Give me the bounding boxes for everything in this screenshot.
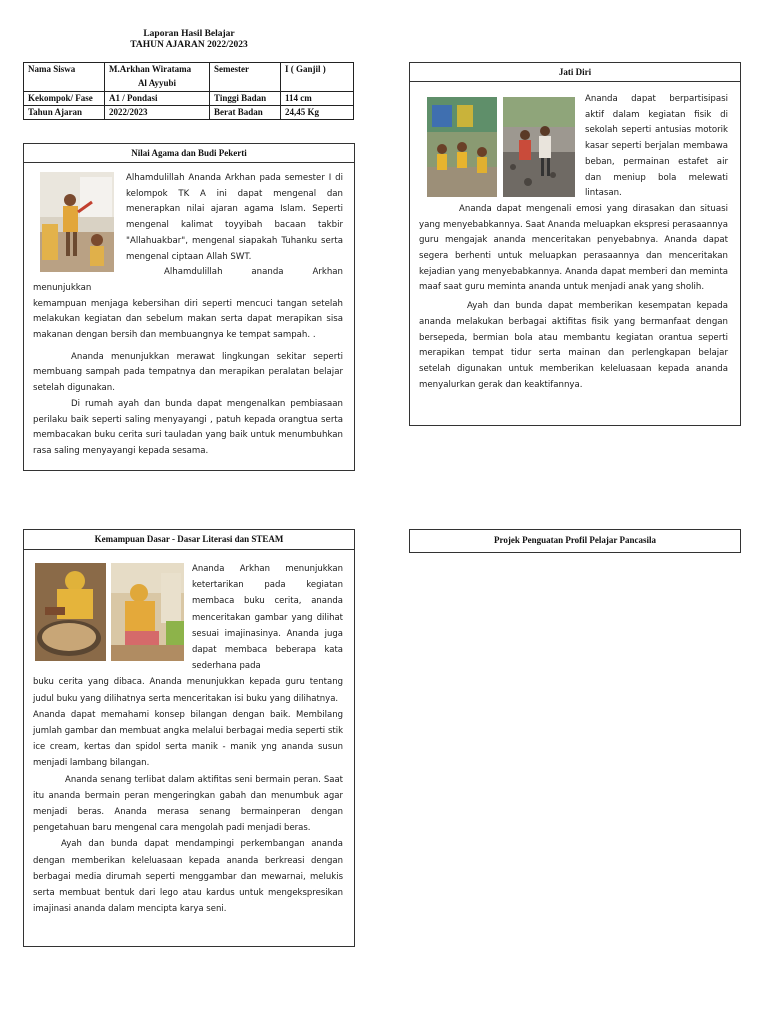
jati-diri-section: [409, 62, 741, 426]
tinggi-label: Tinggi Badan: [210, 92, 281, 106]
nama-value-line1: M.Arkhan Wiratama: [109, 64, 192, 74]
projek-title: Projek Penguatan Profil Pelajar Pancasila: [494, 535, 656, 545]
agama-para4: Di rumah ayah dan bunda dapat mengenalkan pembiasaan perilaku baik seperti saling menyayangi , patuh kepada orangtua serta membacakan buku cerita suri tauladan yang baik untuk menumbuhkan rasa saling menyayangi kepada sesama.: [33, 398, 343, 456]
agama-para3: Ananda menunjukkan merawat lingkungan sekitar seperti membuang sampah pada tempatnya dan merapikan peralatan belajar setelah digunakan.: [33, 351, 343, 394]
literasi-para2: Ananda dapat memahami konsep bilangan dengan baik. Membilang jumlah gambar dan membuat angka melalui berbagai media seperti stik ice cream, kertas dan spidol serta manik - manik yng ananda susun menjadi lambang bilangan.: [33, 709, 343, 769]
agama-para1: Alhamdulillah Ananda Arkhan pada semester I di kelompok TK A ini dapat mengenal dan menerapkan nilai ajaran agama Islam. Seperti mengenal kalimat toyyibah bacaan takbir "Allahuakbar", mengenal siapakah Tuhanku serta mengenal ciptaan Allah SWT.: [126, 173, 343, 262]
agama-section: [23, 143, 355, 471]
agama-text: [24, 163, 354, 460]
literasi-para1-rest: buku cerita yang dibaca. Ananda menunjukkan kepada guru tentang judul buku yang dilihatnya serta menceritakan isi buku yang dilihatnya.: [33, 677, 343, 704]
literasi-para1: Ananda Arkhan menunjukkan ketertarikan pada kegiatan membaca buku cerita, ananda menceritakan gambar yang dilihat sesuai imajinasinya. Ananda juga dapat membaca beberapa kata sederhana pada: [192, 564, 343, 672]
literasi-photo-1: [35, 563, 106, 661]
literasi-photos: [35, 563, 185, 661]
agama-photo: [40, 172, 114, 272]
tahun-label: Tahun Ajaran: [24, 106, 105, 120]
literasi-para4: Ayah dan bunda dapat mendampingi perkembangan ananda dengan memberikan keleluasaan kepada ananda berkreasi dengan berbagai media dirumah seperti menggambar dan mewarnai, melukis serta membuat bentuk dari lego atau kardus untuk mengekspresikan imajinasi ananda dalam mencipta karya seni.: [33, 839, 343, 915]
jati-diri-photo-1: [427, 97, 497, 197]
nama-value: [105, 63, 210, 92]
jati-diri-title: Jati Diri: [410, 63, 740, 82]
literasi-photo-2: [111, 563, 184, 661]
jati-diri-para1: Ananda dapat berpartisipasi aktif dalam kegiatan fisik di sekolah seperti antusias motorik kasar seperti berjalan membawa beban, permainan estafet air dan meniup bola melewati lintasan.: [585, 94, 728, 199]
literasi-text: [24, 550, 354, 917]
kelompok-label: Kekompok/ Fase: [24, 92, 105, 106]
jati-diri-para3: Ayah dan bunda dapat memberikan kesempatan kepada ananda melakukan berbagai aktifitas fisik yang bermanfaat dengan bersepeda, bermian bola atau membantu kegiatan orantua seperti merapikan tempat tidur serta mainan dan perlengkapan belajar setelah digunakan untuk memberikan keleluasaan kepada ananda menyalurkan gerak dan keaktifannya.: [419, 301, 728, 390]
jati-diri-photo-2: [503, 97, 575, 197]
literasi-section: [23, 529, 355, 947]
jati-diri-text: [410, 82, 740, 393]
report-year: TAHUN AJARAN 2022/2023: [130, 40, 248, 50]
tinggi-value: 114 cm: [281, 92, 354, 106]
jati-diri-para2: Ananda dapat mengenali emosi yang dirasakan dan situasi yang menyebabkannya. Saat Ananda meluapkan ekspresi perasaannya guru mengajak ananda menceritakan penyebabnya. Ananda dapat segera berhenti untuk meluapkan perasaannya dan menceritakan kejadian yang menyebabkannya. Ananda dapat memberi dan meminta maaf saat guru meminta ananda untuk menjadi anak yang sholih.: [419, 203, 728, 293]
projek-section: [409, 529, 741, 553]
agama-para2-wrap: Alhamdulillah ananda Arkhan menunjukkan: [33, 267, 343, 293]
nama-value-line2: Al Ayyubi: [137, 78, 177, 88]
tahun-value: 2022/2023: [105, 106, 210, 120]
literasi-title: Kemampuan Dasar - Dasar Literasi dan STEAM: [24, 530, 354, 550]
semester-value: I ( Ganjil ): [281, 63, 354, 92]
agama-para2-rest: kemampuan menjaga kebersihan diri seperti mencuci tangan setelah melakukan kegiatan dan sebelum makan serta dapat merapikan sisa makanan dengan bersih dan membuangnya ke tempat sampah. .: [33, 298, 343, 341]
berat-value: 24,45 Kg: [281, 106, 354, 120]
semester-label: Semester: [210, 63, 281, 92]
student-info-table: [23, 62, 354, 120]
literasi-para3: Ananda senang terlibat dalam aktifitas seni bermain peran. Saat itu ananda bermain peran mengeringkan gabah dan menumbuk agar menjadi beras. Ananda merasa senang bermainperan dengan pengetahuan baru mengenal cara mengolah padi menjadi beras.: [33, 774, 343, 834]
nama-label: Nama Siswa: [24, 63, 105, 92]
kelompok-value: A1 / Pondasi: [105, 92, 210, 106]
berat-label: Berat Badan: [210, 106, 281, 120]
agama-title: Nilai Agama dan Budi Pekerti: [24, 144, 354, 163]
report-title: Laporan Hasil Belajar: [143, 29, 235, 39]
jati-diri-photos: [427, 97, 577, 197]
